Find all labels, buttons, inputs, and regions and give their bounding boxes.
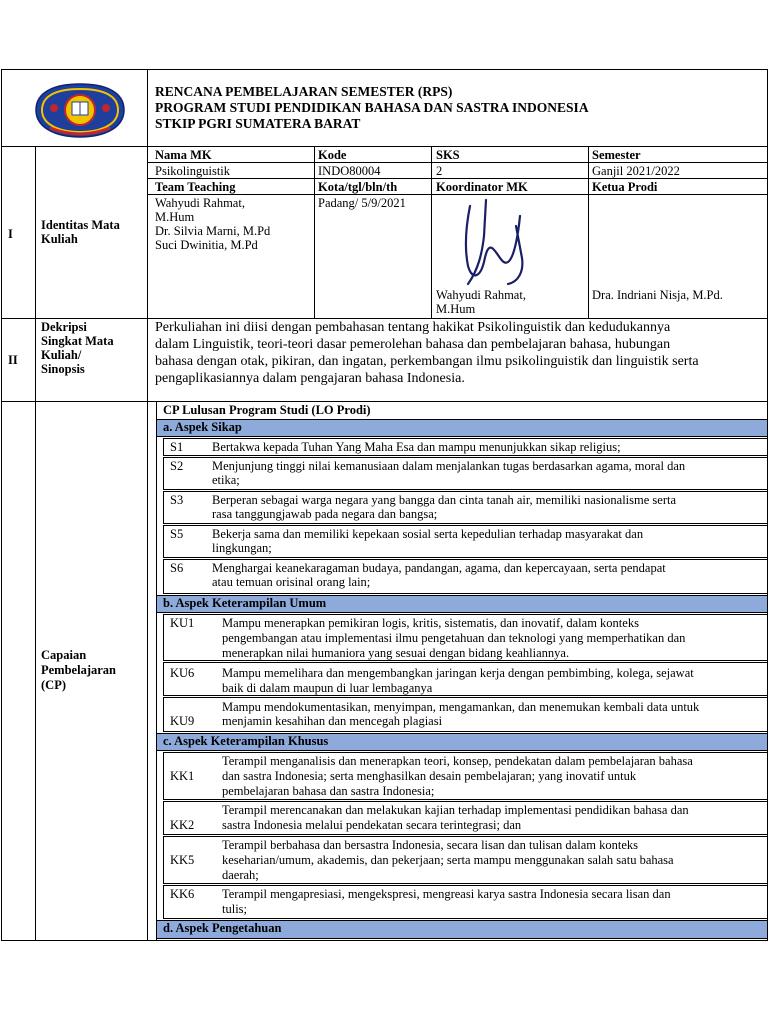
ketua-prodi-name: Dra. Indriani Nisja, M.Pd. — [592, 288, 723, 302]
ku-text-2: baik di dalam maupun di luar lembaganya — [222, 681, 433, 695]
section-label-deskripsi-3: Kuliah/ — [41, 348, 82, 362]
ku-text-1: Mampu mendokumentasikan, menyimpan, mengamankan, dan menemukan kembali data untuk — [222, 700, 700, 714]
kk-text-2: keseharian/umum, akademis, dan pekerjaan; serta mampu menggunakan salah satu bahasa — [222, 853, 674, 867]
kk-row — [163, 752, 768, 800]
sikap-row — [163, 491, 768, 524]
ku-code: KU9 — [170, 714, 195, 728]
kk-text-1: Terampil menganalisis dan menerapkan teori, konsep, pendekatan dalam pembelajaran bahasa — [222, 754, 693, 768]
grid-s1-col-sem — [588, 146, 589, 318]
kk-text-1: Terampil mengapresiasi, mengekspresi, mengreasi karya sastra Indonesia secara lisan dan — [222, 887, 671, 901]
ku-row — [163, 662, 768, 696]
sikap-text-1: Berperan sebagai warga negara yang bangga dan cinta tanah air, memiliki nasionalisme serta — [212, 493, 677, 507]
sikap-code: S1 — [170, 440, 184, 454]
kk-text-1: Terampil berbahasa dan bersastra Indonesia, secara lisan dan tulisan dalam konteks — [222, 838, 638, 852]
ku-text-1: Mampu memelihara dan mengembangkan jaringan kerja dengan pembimbing, kolega, sejawat — [222, 666, 694, 680]
ku-code: KU6 — [170, 666, 195, 680]
ku-row — [163, 697, 768, 732]
header-aspek-sikap: a. Aspek Sikap — [156, 419, 768, 437]
ku-code: KU1 — [170, 616, 195, 630]
ku-text-2: menjamin kesahihan dan mencegah plagiasi — [222, 714, 443, 728]
header-title-1: RENCANA PEMBELAJARAN SEMESTER (RPS) — [155, 84, 453, 99]
section-roman-1: I — [8, 227, 13, 241]
value-nama-mk: Psikolinguistik — [155, 164, 231, 178]
label-nama-mk: Nama MK — [155, 148, 212, 162]
header-aspek-pengetahuan: d. Aspek Pengetahuan — [156, 920, 768, 939]
sikap-text-2: rasa tanggungjawab pada negara dan bangsa; — [212, 507, 438, 521]
ku-text-3: menerapkan nilai humaniora yang sesuai dengan bidang keahliannya. — [222, 646, 570, 660]
row-divider-1 — [1, 146, 768, 147]
sikap-text-1: Bertakwa kepada Tuhan Yang Maha Esa dan mampu menunjukkan sikap religius; — [212, 440, 621, 454]
kk-code: KK6 — [170, 887, 195, 901]
label-team-teaching: Team Teaching — [155, 180, 236, 194]
ku-row — [163, 614, 768, 661]
sikap-row — [163, 525, 768, 558]
kk-code: KK2 — [170, 818, 195, 832]
koordinator-name-2: M.Hum — [436, 302, 476, 316]
label-koordinator: Koordinator MK — [436, 180, 528, 194]
header-aspek-keterampilan-umum: b. Aspek Keterampilan Umum — [156, 595, 768, 613]
label-semester: Semester — [592, 148, 641, 162]
kk-row — [163, 801, 768, 835]
cp-title: CP Lulusan Program Studi (LO Prodi) — [163, 403, 371, 417]
kk-code: KK5 — [170, 853, 195, 867]
value-kode: INDO80004 — [318, 164, 381, 178]
signature-icon — [448, 196, 538, 292]
kk-text-3: daerah; — [222, 868, 259, 882]
sikap-text-1: Menghargai keanekaragaman budaya, pandangan, agama, dan kepercayaan, serta pendapat — [212, 561, 666, 575]
kk-text-2: sastra Indonesia melalui pendekatan secara terintegrasi; dan — [222, 818, 522, 832]
section-label-cp-3: (CP) — [41, 678, 66, 692]
sikap-row — [163, 559, 768, 594]
sikap-code: S2 — [170, 459, 184, 473]
kk-text-1: Terampil merencanakan dan melakukan kajian terhadap implementasi pendidikan bahasa dan — [222, 803, 689, 817]
grid-s1-row-a — [147, 162, 768, 163]
synopsis-line-1: Perkuliahan ini diisi dengan pembahasan tentang hakikat Psikolinguistik dan kedudukannya — [155, 320, 671, 335]
sikap-code: S6 — [170, 561, 184, 575]
kk-row — [163, 885, 768, 919]
section-roman-2: II — [8, 353, 18, 367]
sikap-text-2: etika; — [212, 473, 240, 487]
sikap-text-1: Bekerja sama dan memiliki kepekaan sosial serta kepedulian terhadap masyarakat dan — [212, 527, 644, 541]
synopsis-line-4: pengaplikasiannya dalam pengajaran bahasa Indonesia. — [155, 371, 465, 386]
kk-code: KK1 — [170, 769, 195, 783]
grid-s1-row-c — [147, 194, 768, 195]
coordinator-signature — [448, 196, 538, 292]
institution-logo — [30, 80, 130, 140]
value-kota: Padang/ 5/9/2021 — [318, 196, 406, 210]
sikap-text-1: Menjunjung tinggi nilai kemanusiaan dalam menjalankan tugas berdasarkan agama, moral dan — [212, 459, 686, 473]
kk-text-2: tulis; — [222, 902, 248, 916]
grid-s1-col-sks — [431, 146, 432, 318]
synopsis-line-3: bahasa dengan otak, pikiran, dan ingatan, perkembangan ilmu psikolinguistik dan linguistik serta — [155, 354, 699, 369]
sikap-row — [163, 457, 768, 490]
header-aspek-keterampilan-khusus: c. Aspek Keterampilan Khusus — [156, 733, 768, 751]
header-title-3: STKIP PGRI SUMATERA BARAT — [155, 116, 361, 131]
team-member-1-title: M.Hum — [155, 210, 195, 224]
ku-text-2: pengembangan atau implementasi ilmu pengetahuan dan teknologi yang memperhatikan dan — [222, 631, 686, 645]
logo-emblem-icon — [30, 80, 130, 140]
section-label-deskripsi-4: Sinopsis — [41, 362, 85, 376]
section-label-cp-2: Pembelajaran — [41, 663, 116, 677]
ku-text-1: Mampu menerapkan pemikiran logis, kritis, sistematis, dan inovatif, dalam konteks — [222, 616, 639, 630]
label-kota: Kota/tgl/bln/th — [318, 180, 398, 194]
sikap-code: S3 — [170, 493, 184, 507]
value-semester: Ganjil 2021/2022 — [592, 164, 680, 178]
section-label-identitas-text: Identitas Mata Kuliah — [41, 218, 120, 246]
label-sks: SKS — [436, 148, 460, 162]
team-member-3: Suci Dwinitia, M.Pd — [155, 238, 258, 252]
label-ketua-prodi: Ketua Prodi — [592, 180, 658, 194]
grid-col-2 — [147, 69, 148, 941]
koordinator-name-1: Wahyudi Rahmat, — [436, 288, 526, 302]
team-member-1: Wahyudi Rahmat, — [155, 196, 245, 210]
team-member-2: Dr. Silvia Marni, M.Pd — [155, 224, 271, 238]
header-title-2: PROGRAM STUDI PENDIDIKAN BAHASA DAN SASTRA INDONESIA — [155, 100, 589, 115]
grid-col-1 — [35, 146, 36, 941]
label-kode: Kode — [318, 148, 347, 162]
sikap-row — [163, 438, 768, 456]
section-label-deskripsi-2: Singkat Mata — [41, 334, 114, 348]
grid-s1-col-kode — [314, 146, 315, 318]
sikap-code: S5 — [170, 527, 184, 541]
sikap-text-2: lingkungan; — [212, 541, 272, 555]
kk-text-3: pembelajaran bahasa dan sastra Indonesia; — [222, 784, 435, 798]
grid-s1-row-b — [147, 178, 768, 179]
section-label-cp-1: Capaian — [41, 648, 87, 662]
synopsis-line-2: dalam Linguistik, teori-teori dasar pemerolehan bahasa dan pembelajaran bahasa, hubungan — [155, 337, 671, 352]
section-label-identitas — [41, 218, 145, 246]
value-sks: 2 — [436, 164, 443, 178]
section-label-deskripsi-1: Dekripsi — [41, 320, 87, 334]
kk-text-2: dan sastra Indonesia; serta menghasilkan desain pembelajaran; yang inovatif untuk — [222, 769, 637, 783]
kk-row — [163, 836, 768, 884]
sikap-text-2: atau temuan orisinal orang lain; — [212, 575, 371, 589]
